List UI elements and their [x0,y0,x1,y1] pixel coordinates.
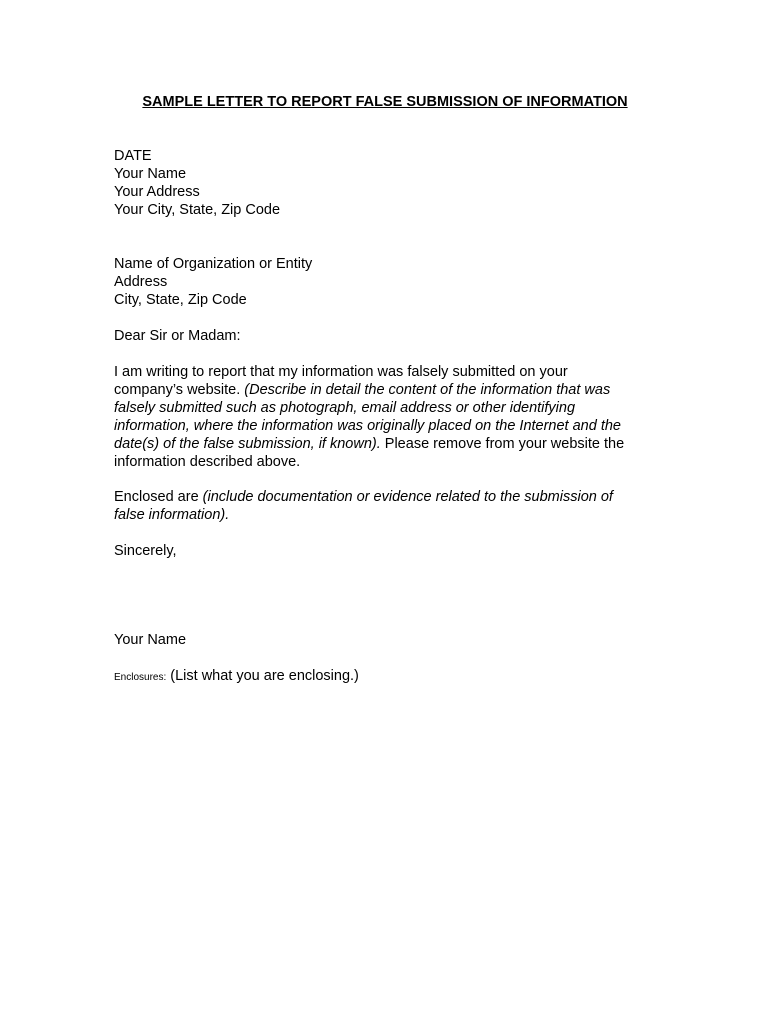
salutation: Dear Sir or Madam: [114,328,241,344]
enclosed-paragraph [114,488,654,524]
sender-block [114,147,654,219]
enclosures-line [114,667,654,687]
sender-city-state-zip: Your City, State, Zip Code [114,202,281,218]
sender-address: Your Address [114,184,200,200]
recipient-address: Address [114,274,168,290]
body-line-3 [114,399,654,417]
enclosed-line-1-plain: Enclosed are [114,489,203,505]
recipient-block [114,255,654,309]
body-line-2 [114,381,654,399]
enclosed-line-2-italic: false information). [114,507,230,523]
signature-name: Your Name [114,632,187,648]
body-line-5-plain: Please remove from your website the [380,436,625,452]
closing: Sincerely, [114,543,177,559]
enclosed-line-1 [114,488,654,506]
enclosed-line-1-italic: (include documentation or evidence related to the submission of [202,489,613,505]
body-paragraph [114,363,654,471]
recipient-organization: Name of Organization or Entity [114,256,313,272]
enclosed-line-2 [114,506,654,524]
body-line-5 [114,435,654,453]
body-line-5-italic: date(s) of the false submission, if known). [114,436,381,452]
sender-date: DATE [114,148,152,164]
body-line-3-italic: falsely submitted such as photograph, email address or other identifying [114,400,576,416]
letter-title: SAMPLE LETTER TO REPORT FALSE SUBMISSION OF INFORMATION [142,94,628,110]
enclosures-value: (List what you are enclosing.) [166,668,359,684]
body-line-2-plain: company’s website. [114,382,245,398]
body-line-2-italic: (Describe in detail the content of the information that was [244,382,611,398]
sender-name: Your Name [114,166,187,182]
body-line-4 [114,417,654,435]
body-line-6: information described above. [114,454,301,470]
enclosures-label: Enclosures: [114,672,167,683]
recipient-city-state-zip: City, State, Zip Code [114,292,247,308]
body-line-1: I am writing to report that my information was falsely submitted on your [114,364,568,380]
body-line-4-italic: information, where the information was originally placed on the Internet and the [114,418,621,434]
